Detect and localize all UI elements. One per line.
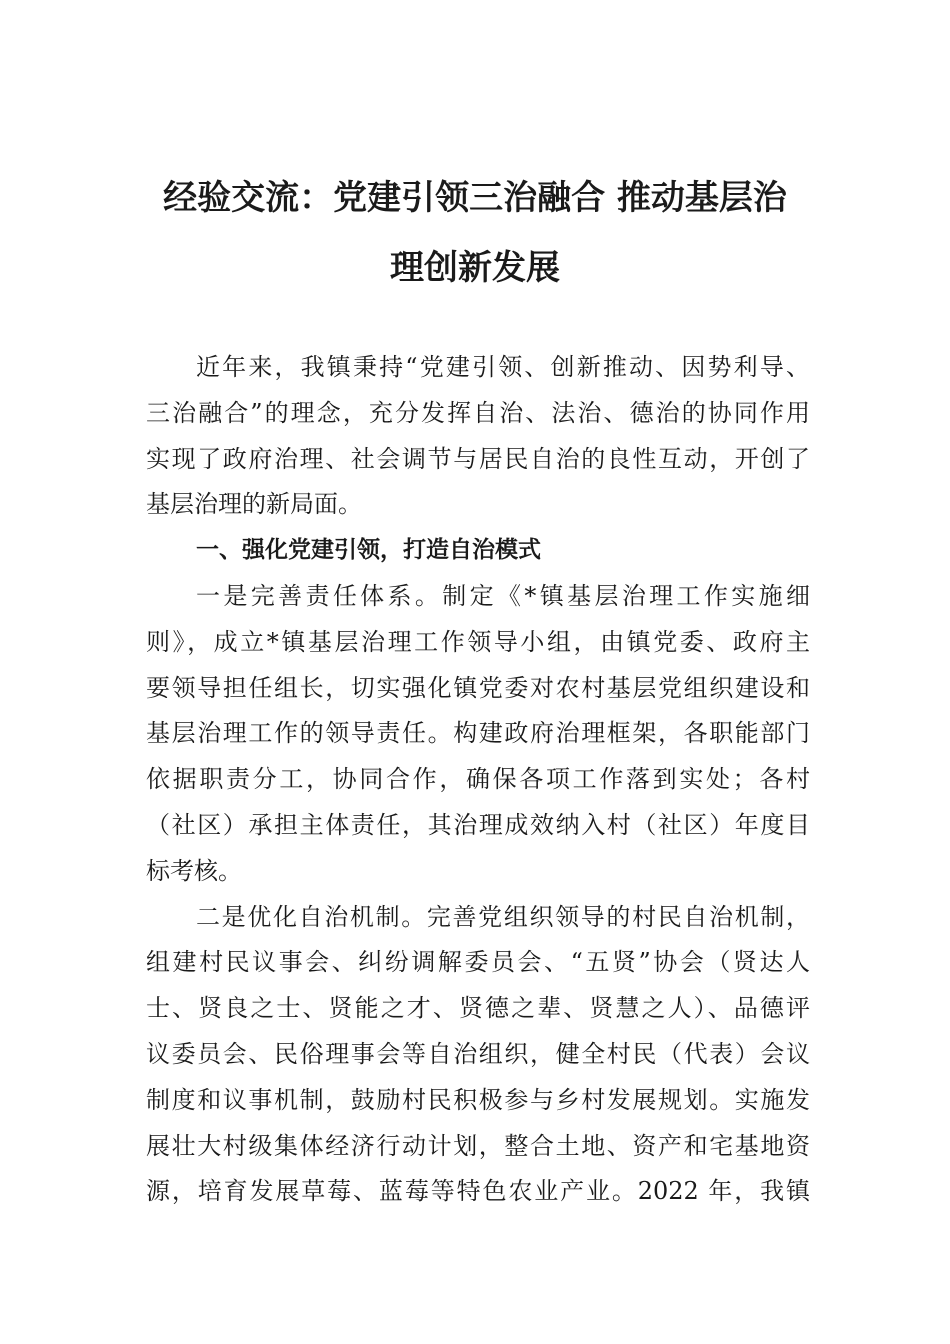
paragraph-line: 制度和议事机制，鼓励村民积极参与乡村发展规划。实施发 <box>146 1085 810 1114</box>
paragraph-line: 士、贤良之士、贤能之才、贤德之辈、贤慧之人）、品德评 <box>146 994 810 1023</box>
paragraph-line: 议委员会、民俗理事会等自治组织，健全村民（代表）会议 <box>146 1039 810 1068</box>
section-heading: 一、强化党建引领，打造自治模式 <box>196 537 541 564</box>
paragraph-line: 依据职责分工，协同合作，确保各项工作落到实处；各村 <box>146 765 810 794</box>
paragraph-line: 展壮大村级集体经济行动计划，整合土地、资产和宅基地资 <box>146 1131 810 1160</box>
paragraph-line: 二是优化自治机制。完善党组织领导的村民自治机制， <box>196 902 810 931</box>
autonomy-paragraph <box>146 895 810 1216</box>
paragraph-line: 则》，成立*镇基层治理工作领导小组，由镇党委、政府主 <box>146 627 810 656</box>
paragraph-line: 源，培育发展草莓、蓝莓等特色农业产业。2022 年，我镇 <box>146 1177 810 1206</box>
paragraph-line: 基层治理工作的领导责任。构建政府治理框架，各职能部门 <box>146 719 810 748</box>
paragraph-line: 基层治理的新局面。 <box>146 490 362 519</box>
paragraph-line: 三治融合”的理念，充分发挥自治、法治、德治的协同作用 <box>146 398 810 427</box>
responsibility-paragraph <box>146 574 810 895</box>
paragraph-line: 近年来，我镇秉持“党建引领、创新推动、因势利导、 <box>196 353 810 381</box>
document-body <box>146 345 810 1215</box>
paragraph-line: （社区）承担主体责任，其治理成效纳入村（社区）年度目 <box>146 810 810 839</box>
document-title-line-2: 理创新发展 <box>390 248 560 288</box>
paragraph-line: 标考核。 <box>146 856 242 885</box>
paragraph-line: 要领导担任组长，切实强化镇党委对农村基层党组织建设和 <box>146 673 810 702</box>
paragraph-line: 组建村民议事会、纠纷调解委员会、“五贤”协会（贤达人 <box>146 948 810 977</box>
paragraph-line: 实现了政府治理、社会调节与居民自治的良性互动，开创了 <box>146 444 810 473</box>
paragraph-line: 一是完善责任体系。制定《*镇基层治理工作实施细 <box>196 581 810 610</box>
document-title-line-1: 经验交流：党建引领三治融合 推动基层治 <box>163 178 787 218</box>
intro-paragraph <box>146 345 810 528</box>
